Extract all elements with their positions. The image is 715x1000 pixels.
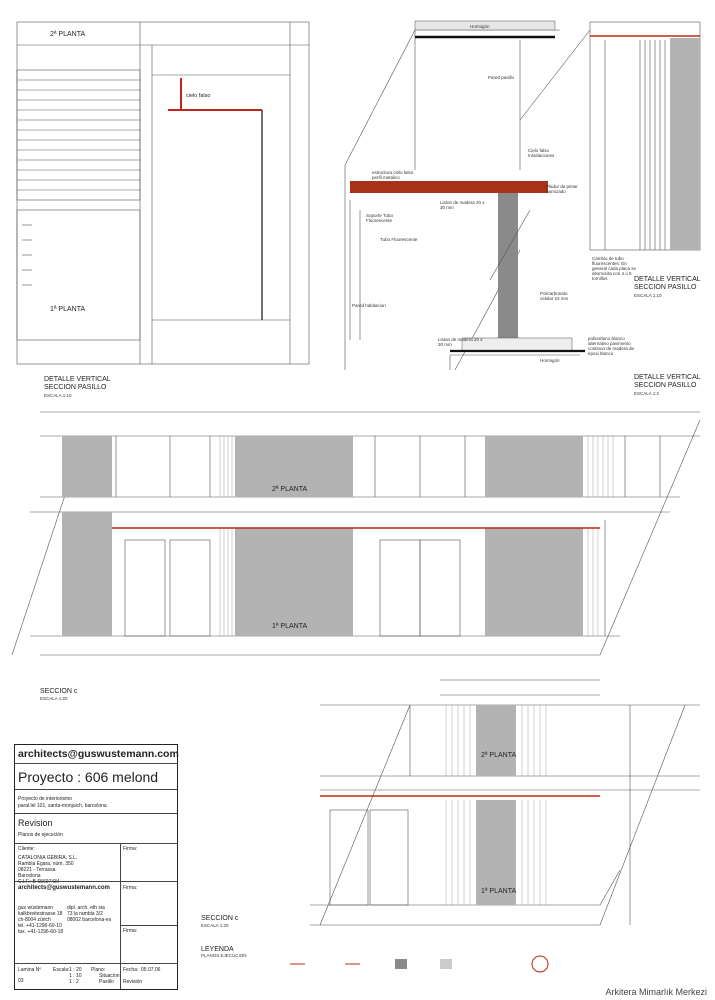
architect-col2-2: 08002 barcelona-es: [67, 917, 112, 923]
project-title: Proyecto : 606 melond: [18, 769, 159, 785]
section-middle-lower-label: 1ª PLANTA: [272, 623, 308, 630]
plans-label: Planos de ejecución: [18, 832, 63, 838]
firma-label-1: Firma:: [123, 846, 138, 852]
detail-center-scale: ESCALA 1:2: [634, 391, 660, 396]
title-block-email: architects@guswustemann.com: [18, 748, 179, 760]
center-note-5: Liston de madera 20 x 30 mm: [440, 200, 485, 210]
legend-title: LEYENDA: [201, 946, 234, 953]
revision-label: Revisión: [123, 979, 143, 985]
title-block: [14, 744, 178, 990]
revision-heading: Revision: [18, 818, 53, 828]
center-note-8: Policarbonato celular 23 mm: [540, 291, 569, 301]
architect-col1-2: ch-8004 zürich: [18, 917, 51, 923]
plano-value-1: Pasillo: [99, 979, 114, 985]
architect-col2-1: 73 la rambla 3/2: [67, 911, 103, 917]
escala-label: Escala:: [53, 967, 70, 973]
center-note-1: Pared pasillo: [488, 75, 515, 80]
lower-floor-label: 1ª PLANTA: [50, 306, 86, 313]
detail-center-subtitle: SECCION PASILLO: [634, 382, 697, 389]
client-line-3: Barcelona: [18, 873, 41, 879]
architect-col2-0: dipl. arch. eth sia: [67, 905, 105, 911]
client-line-1: Rambla Egara, núm. 350: [18, 861, 74, 867]
project-description-1: Proyecto de interiorismo: [18, 796, 72, 802]
detail-right-subtitle: SECCION PASILLO: [634, 284, 697, 291]
section-middle-title: SECCION c: [40, 688, 78, 695]
center-note-12: Hormigón: [540, 358, 560, 363]
center-note-0: Hormigón: [470, 24, 490, 29]
center-note-7: Tubo Fluorescente: [380, 237, 418, 242]
plano-value-0: Situacion: [99, 973, 120, 979]
client-label: Cliente:: [18, 846, 35, 852]
section-middle-scale: ESCALA 1:20: [40, 696, 68, 701]
center-note-2: Cielo falso Instalaciones: [528, 148, 555, 158]
escala-value-2: 1 : 2: [69, 979, 79, 985]
section-bottom-lower-label: 1ª PLANTA: [481, 888, 517, 895]
fecha-label: Fecha:: [123, 967, 139, 973]
watermark: Arkitera Mimarlık Merkezi: [605, 987, 707, 997]
center-note-11: poliuretano blanco alternativo pavimento continuo de madera de epoxi blanco: [588, 336, 635, 356]
ceiling-label: cielo falso: [186, 93, 211, 99]
section-bottom-title: SECCION c: [201, 915, 239, 922]
center-note-3: estructura cielo falso perfil metalico: [372, 170, 414, 180]
architect-col1-4: fax. +41-1296-60-18: [18, 929, 64, 935]
escala-value-0: 1 : 20: [69, 967, 82, 973]
center-note-6: Soporte Tubo Fluorescente: [366, 213, 394, 223]
plano-label: Plano:: [91, 967, 106, 973]
section-bottom-upper-label: 2ª PLANTA: [481, 752, 517, 759]
project-description-2: paral.lel 101, santa-monjuich, barcelona: [18, 803, 107, 809]
escala-value-1: 1 : 10: [69, 973, 82, 979]
detail-right-note: Cambio de tubo fluorescentes: En general cada placa se desmonta con 4 o 5 tornillos: [592, 256, 637, 281]
detail-center-title: DETALLE VERTICAL: [634, 374, 701, 381]
detail-right-scale: ESCALA 1:10: [634, 293, 662, 298]
detail-left-scale: ESCALA 1:10: [44, 393, 72, 398]
architect-col1-3: tel. +41-1296-60-10: [18, 923, 62, 929]
lamina-label: Lamina Nº: [18, 967, 42, 973]
architect-email: architects@guswustemann.com: [18, 885, 110, 891]
detail-right-title: DETALLE VERTICAL: [634, 276, 701, 283]
detail-left-subtitle: SECCION PASILLO: [44, 384, 107, 391]
center-note-10: Liston de madera 20 x 30 mm: [438, 337, 483, 347]
center-note-4: Pladur de pintar barnizado: [546, 184, 578, 194]
client-line-2: 08221 - Terrassa: [18, 867, 56, 873]
section-bottom-scale: ESCALA 1:20: [201, 923, 229, 928]
architect-col1-1: kalkbreitestrasse 18: [18, 911, 63, 917]
center-note-9: Pared habitacion: [352, 303, 386, 308]
detail-left-title: DETALLE VERTICAL: [44, 376, 111, 383]
upper-floor-label: 2ª PLANTA: [50, 31, 86, 38]
section-middle-upper-label: 2ª PLANTA: [272, 486, 308, 493]
firma-label-2: Firma:: [123, 885, 138, 891]
title-block-divider: [120, 843, 121, 989]
client-line-4: C.I.F.: B-65697434: [18, 879, 60, 885]
client-line-0: CATALONIA GEBIRA, S.L.: [18, 855, 78, 861]
legend-subtitle: PLANOS EJECUCION: [201, 953, 247, 958]
architect-col1-0: gus wüstemann: [18, 905, 54, 911]
firma-label-3: Firma:: [123, 928, 138, 934]
fecha-value: 05.07.06: [141, 967, 161, 973]
lamina-value: 03: [18, 978, 24, 984]
